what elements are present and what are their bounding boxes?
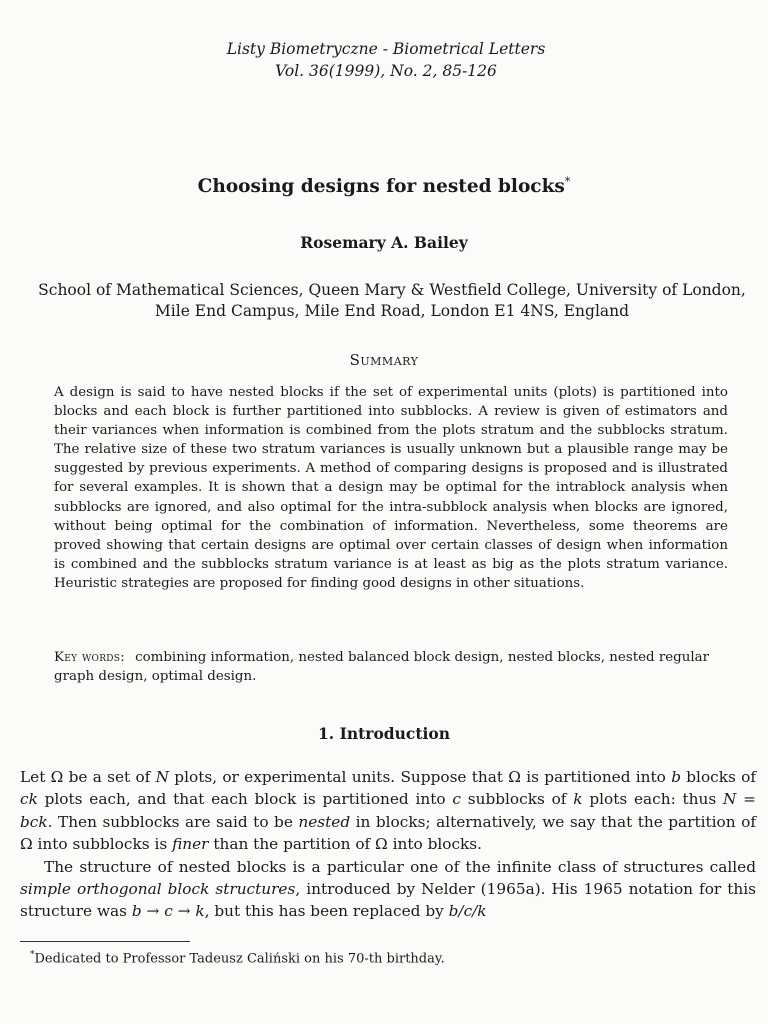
text-run: Let Ω be a set of [20, 768, 156, 786]
title-footnote-mark: * [564, 175, 571, 188]
text-run: than the partition of Ω into blocks. [208, 835, 483, 854]
intro-paragraph-1 [20, 766, 756, 856]
emphasis-run: simple orthogonal block structures [20, 880, 296, 899]
journal-header [0, 38, 768, 82]
text-run: blocks of [680, 768, 756, 786]
introduction-body [20, 766, 756, 923]
math-run: b/c/k [448, 902, 487, 921]
section-heading-introduction: 1. Introduction [318, 724, 450, 743]
text-run: , introduced by Nelder (1965a). His 1965 notation for this structure was [20, 880, 756, 921]
math-run: N = bck [20, 790, 756, 831]
footnote-mark: * [30, 950, 35, 960]
text-run: plots each, and that each block is partitioned into [37, 790, 453, 809]
math-run: b [671, 768, 681, 786]
paper-title-text: Choosing designs for nested blocks [197, 176, 565, 198]
intro-paragraph-2 [20, 856, 756, 923]
emphasis-run: nested [298, 812, 351, 831]
text-run: . Then subblocks are said to be [47, 812, 299, 831]
journal-name: Listy Biometryczne - Biometrical Letters [226, 40, 546, 58]
journal-volume: Vol. 36(1999), No. 2, 85-126 [275, 62, 497, 80]
author-name: Rosemary A. Bailey [300, 233, 468, 252]
math-run: c [452, 790, 461, 809]
keywords-label: Key words: [54, 650, 126, 665]
emphasis-run: finer [172, 835, 209, 854]
author-affiliation: School of Mathematical Sciences, Queen Mary & Westfield College, University of London, Mile End Campus, Mile End Road, London E1 4NS, England [38, 281, 746, 320]
summary-text: A design is said to have nested blocks if the set of experimental units (plots) is partitioned into blocks and each block is further partitioned into subblocks. A review is given of estimators and their variances when information is combined from the plots stratum and the subblocks stratum. The relative size of these two stratum variances is usually unknown but a plausible range may be suggested by previous experiments. A method of comparing designs is proposed and is illustrated for several examples. It is shown that a design may be optimal for the intrablock analysis when subblocks are ignored, and also optimal for the intra-subblock analysis when blocks are ignored, without being optimal for the combination of information. Nevertheless, some theorems are proved showing that certain designs are optimal over certain classes of design when information is combined and the subblocks stratum variance is at least as big as the plots stratum variance. Heuristic strategies are proposed for finding good designs in other situations. [54, 385, 728, 591]
footnote-text: Dedicated to Professor Tadeusz Caliński on his 70-th birthday. [34, 951, 445, 967]
paper-title [0, 175, 768, 197]
math-run: b → c → k [131, 902, 205, 921]
keywords [54, 648, 728, 686]
text-run: in blocks; alternatively, we say that the partition of Ω into subblocks is [20, 812, 756, 854]
footnote [30, 946, 748, 968]
text-run: The structure of nested blocks is a particular one of the infinite class of structures called [44, 857, 756, 876]
text-run: plots each: thus [582, 790, 724, 809]
keywords-text: combining information, nested balanced block design, nested blocks, nested regular graph design, optimal design. [54, 650, 710, 685]
text-run: subblocks of [460, 790, 574, 809]
math-run: N [155, 768, 170, 786]
math-run: k [573, 790, 583, 809]
summary-heading: Summary [349, 351, 419, 369]
text-run: , but this has been replaced by [204, 902, 449, 921]
math-run: ck [20, 790, 38, 809]
text-run: plots, or experimental units. Suppose that Ω is partitioned into [169, 768, 672, 786]
footnote-rule [20, 941, 190, 942]
